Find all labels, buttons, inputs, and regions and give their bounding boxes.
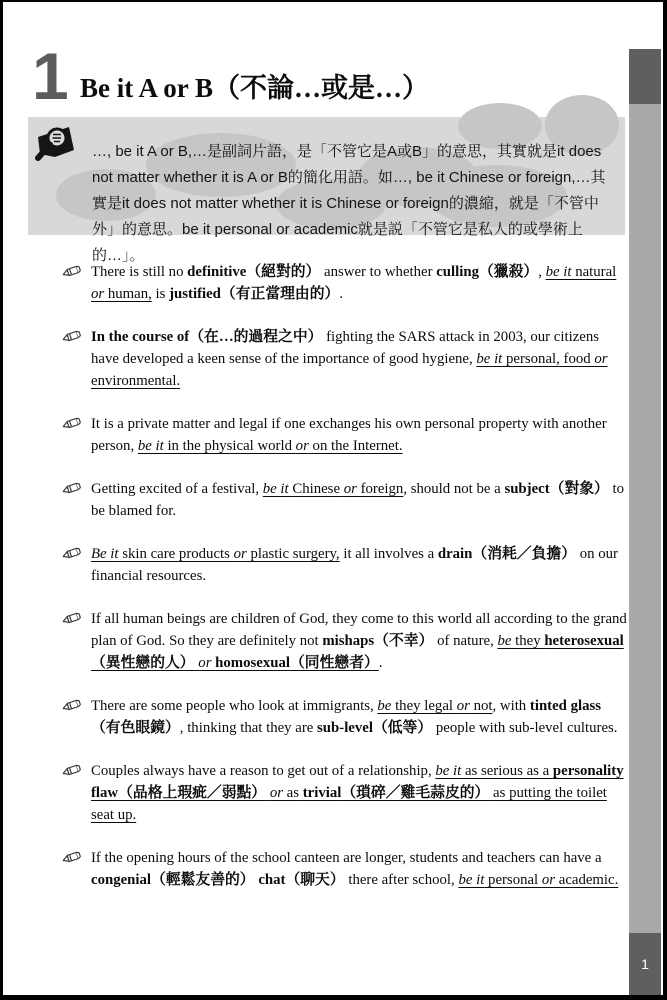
pencil-icon xyxy=(61,849,82,873)
example-text: If all human beings are children of God, they come to this world all according to the grand plan of God. So they are definitely not mishaps（不幸） of nature, be they heterosexual（異性戀的人） or homosexual（同性戀者）. xyxy=(91,611,627,671)
side-strip xyxy=(629,49,661,995)
examples-list xyxy=(61,261,627,912)
example-item xyxy=(61,478,627,522)
example-text: It is a private matter and legal if one exchanges his own personal property with another person, be it in the physical world or on the Internet. xyxy=(91,416,607,454)
pencil-icon xyxy=(61,328,82,352)
example-item xyxy=(61,847,627,891)
example-text: There are some people who look at immigrants, be they legal or not, with tinted glass（有色眼鏡）, thinking that they are sub-level（低等） people with sub-level cultures. xyxy=(91,698,618,736)
chapter-number: 1 xyxy=(32,39,69,113)
pencil-icon xyxy=(61,610,82,634)
example-text: Getting excited of a festival, be it Chinese or foreign, should not be a subject（對象） to be blamed for. xyxy=(91,481,625,519)
example-text: If the opening hours of the school canteen are longer, students and teachers can have a congenial（輕鬆友善的） chat（聊天） there after school, be it personal or academic. xyxy=(91,850,619,888)
example-text: There is still no definitive（絕對的） answer to whether culling（獵殺）, be it natural or human, is justified（有正當理由的）. xyxy=(91,264,617,302)
pencil-icon xyxy=(61,263,82,287)
pencil-icon xyxy=(61,545,82,569)
pencil-icon xyxy=(61,480,82,504)
example-item xyxy=(61,760,627,826)
pencil-icon xyxy=(61,697,82,721)
example-item xyxy=(61,608,627,674)
intro-box xyxy=(28,117,625,264)
example-text: Couples always have a reason to get out of a relationship, be it as serious as a personality flaw（品格上瑕疵／弱點） or as trivial（瑣碎／雞毛蒜皮的） as putting the toilet seat up. xyxy=(91,763,624,823)
example-item xyxy=(61,695,627,739)
example-item xyxy=(61,543,627,587)
example-text: In the course of（在…的過程之中） fighting the SARS attack in 2003, our citizens have developed a keen sense of the importance of good hygiene, be it personal, food or environmental. xyxy=(91,329,608,389)
example-text: Be it skin care products or plastic surgery, it all involves a drain（消耗／負擔） on our financial resources. xyxy=(91,546,618,584)
page-number-tab xyxy=(629,933,661,995)
intro-explanation-text: …, be it A or B,…是副詞片語，是「不管它是A或B」的意思，其實就是it does not matter whether it is A or B的簡化用語。如…, be it Chinese or foreign,…其實是it does not matter whether it is Chinese or foreign的濃縮，就是「不管中外」的意思。be it personal or academic就是説「不管它是私人的或學術上的…」。 xyxy=(92,143,606,264)
magnifier-book-icon xyxy=(33,124,79,171)
example-item xyxy=(61,413,627,457)
page-number: 1 xyxy=(641,956,649,972)
example-item xyxy=(61,326,627,392)
pencil-icon xyxy=(61,762,82,786)
page-title: Be it A or B（不論…或是…） xyxy=(80,73,430,103)
pencil-icon xyxy=(61,415,82,439)
chapter-tab xyxy=(629,49,661,104)
